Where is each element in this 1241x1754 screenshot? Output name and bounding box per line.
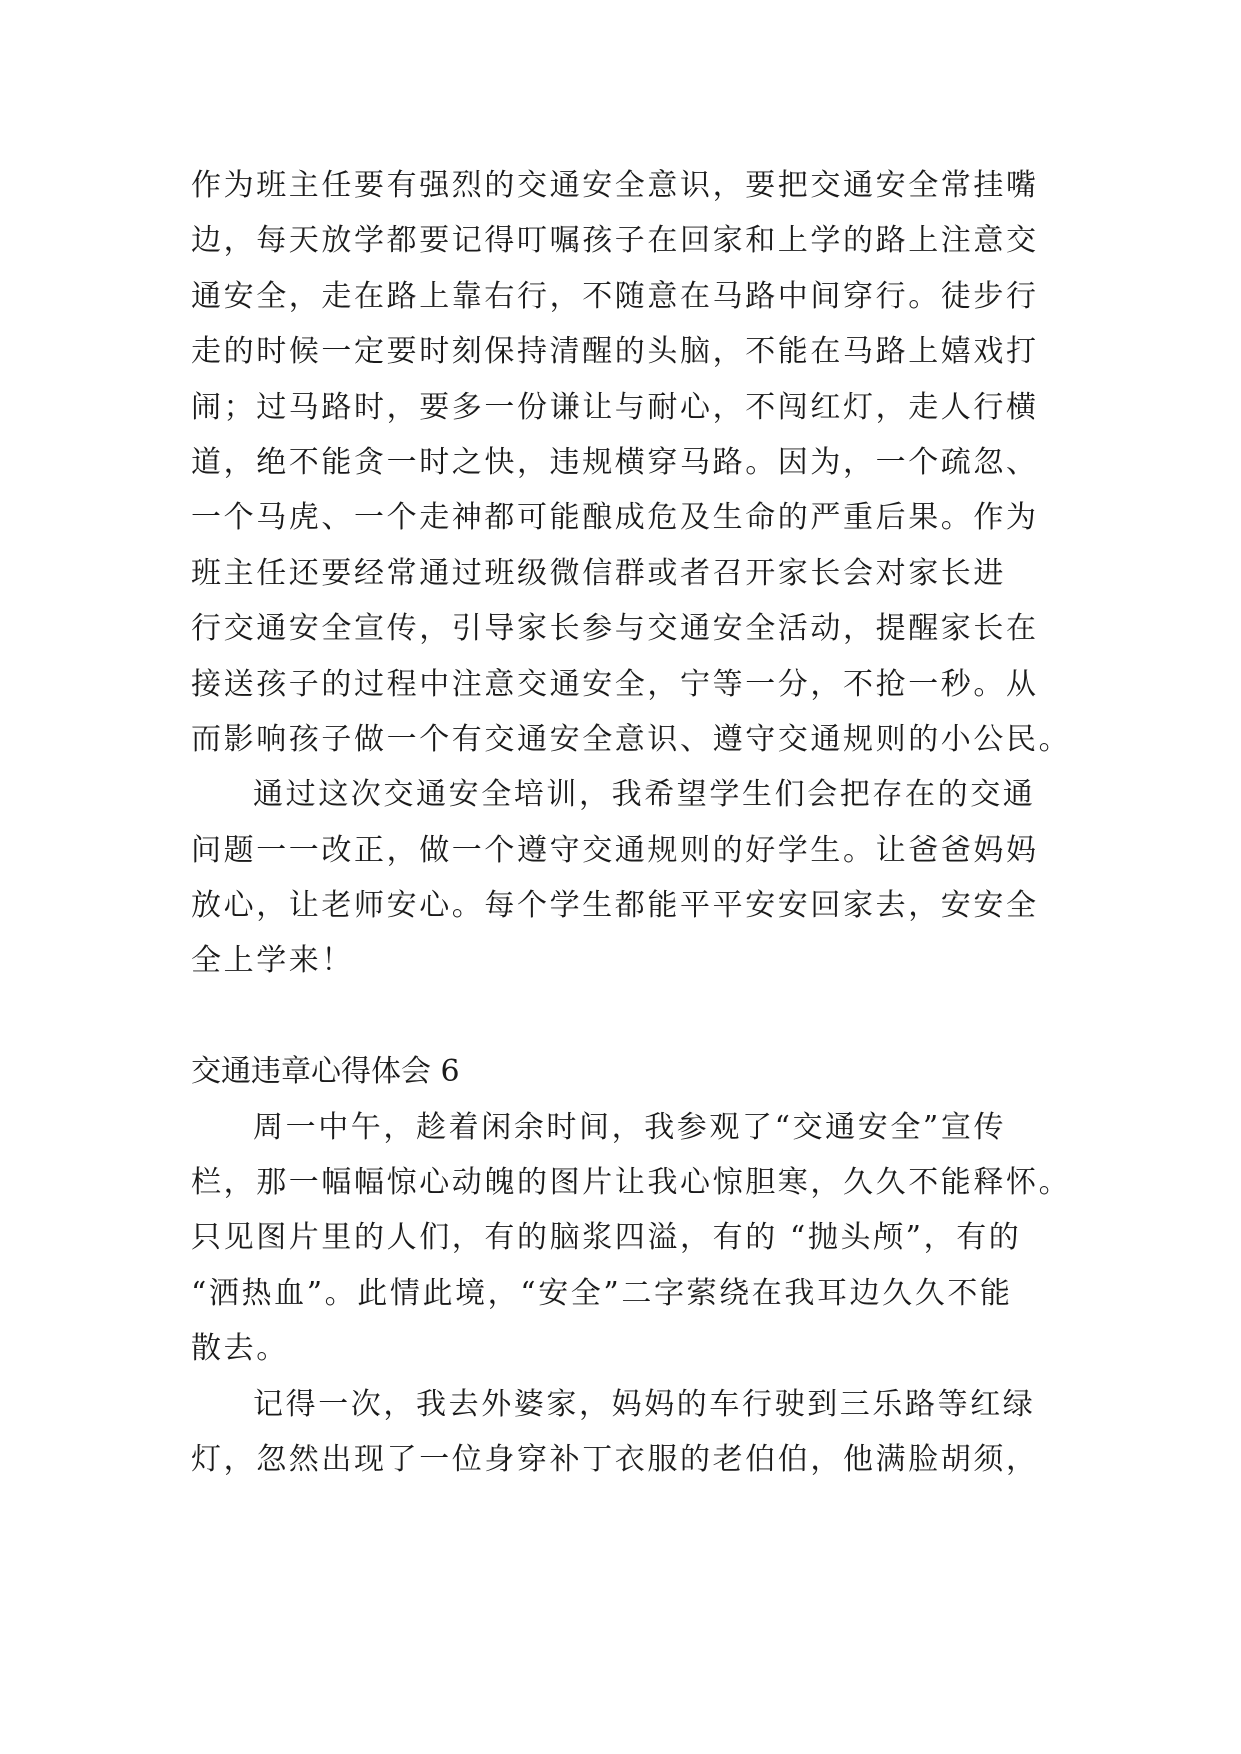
text-line: 周一中午，趁着闲余时间，我参观了“交通安全”宣传: [253, 1109, 1007, 1145]
paragraph-3: [191, 1100, 1072, 1377]
paragraph-4: [191, 1377, 1051, 1488]
text-line: 班主任还要经常通过班级微信群或者召开家长会对家长进: [191, 555, 1006, 591]
text-line: 灯，忽然出现了一位身穿补丁衣服的老伯伯，他满脸胡须，: [191, 1441, 1039, 1477]
text-line: 栏，那一幅幅惊心动魄的图片让我心惊胆寒，久久不能释怀。: [191, 1165, 1072, 1201]
text-line: 接送孩子的过程中注意交通安全，宁等一分，不抢一秒。从: [191, 666, 1039, 702]
paragraph-1: [191, 158, 1072, 767]
text-line: 全上学来！: [191, 943, 354, 979]
text-line: 走的时候一定要时刻保持清醒的头脑，不能在马路上嬉戏打: [191, 334, 1039, 370]
text-line: 而影响孩子做一个有交通安全意识、遵守交通规则的小公民。: [191, 721, 1072, 757]
text-line: 闹；过马路时，要多一份谦让与耐心，不闯红灯，走人行横: [191, 389, 1039, 425]
text-line: 通安全，走在路上靠右行，不随意在马路中间穿行。徒步行: [191, 278, 1039, 314]
text-line: “洒热血”。此情此境，“安全”二字萦绕在我耳边久久不能: [191, 1275, 1013, 1311]
text-line: 作为班主任要有强烈的交通安全意识，要把交通安全常挂嘴: [191, 168, 1039, 203]
text-line: 散去。: [191, 1331, 289, 1367]
document-body: [191, 158, 1072, 1487]
text-line: 记得一次，我去外婆家，妈妈的车行驶到三乐路等红绿: [253, 1386, 1036, 1422]
text-line: 通过这次交通安全培训，我希望学生们会把存在的交通: [253, 777, 1036, 813]
paragraph-gap: [191, 989, 1051, 1044]
section-heading: 交通违章心得体会 6: [191, 1054, 460, 1090]
text-line: 问题一一改正，做一个遵守交通规则的好学生。让爸爸妈妈: [191, 832, 1039, 868]
text-line: 行交通安全宣传，引导家长参与交通安全活动，提醒家长在: [191, 611, 1039, 647]
text-line: 边，每天放学都要记得叮嘱孩子在回家和上学的路上注意交: [191, 223, 1039, 259]
text-line: 道，绝不能贪一时之快，违规横穿马路。因为，一个疏忽、: [191, 444, 1039, 480]
paragraph-2: [191, 767, 1051, 989]
text-line: 只见图片里的人们，有的脑浆四溢，有的 “抛头颅”，有的: [191, 1220, 1022, 1256]
text-line: 一个马虎、一个走神都可能酿成危及生命的严重后果。作为: [191, 500, 1039, 536]
text-line: 放心，让老师安心。每个学生都能平平安安回家去，安安全: [191, 888, 1039, 924]
